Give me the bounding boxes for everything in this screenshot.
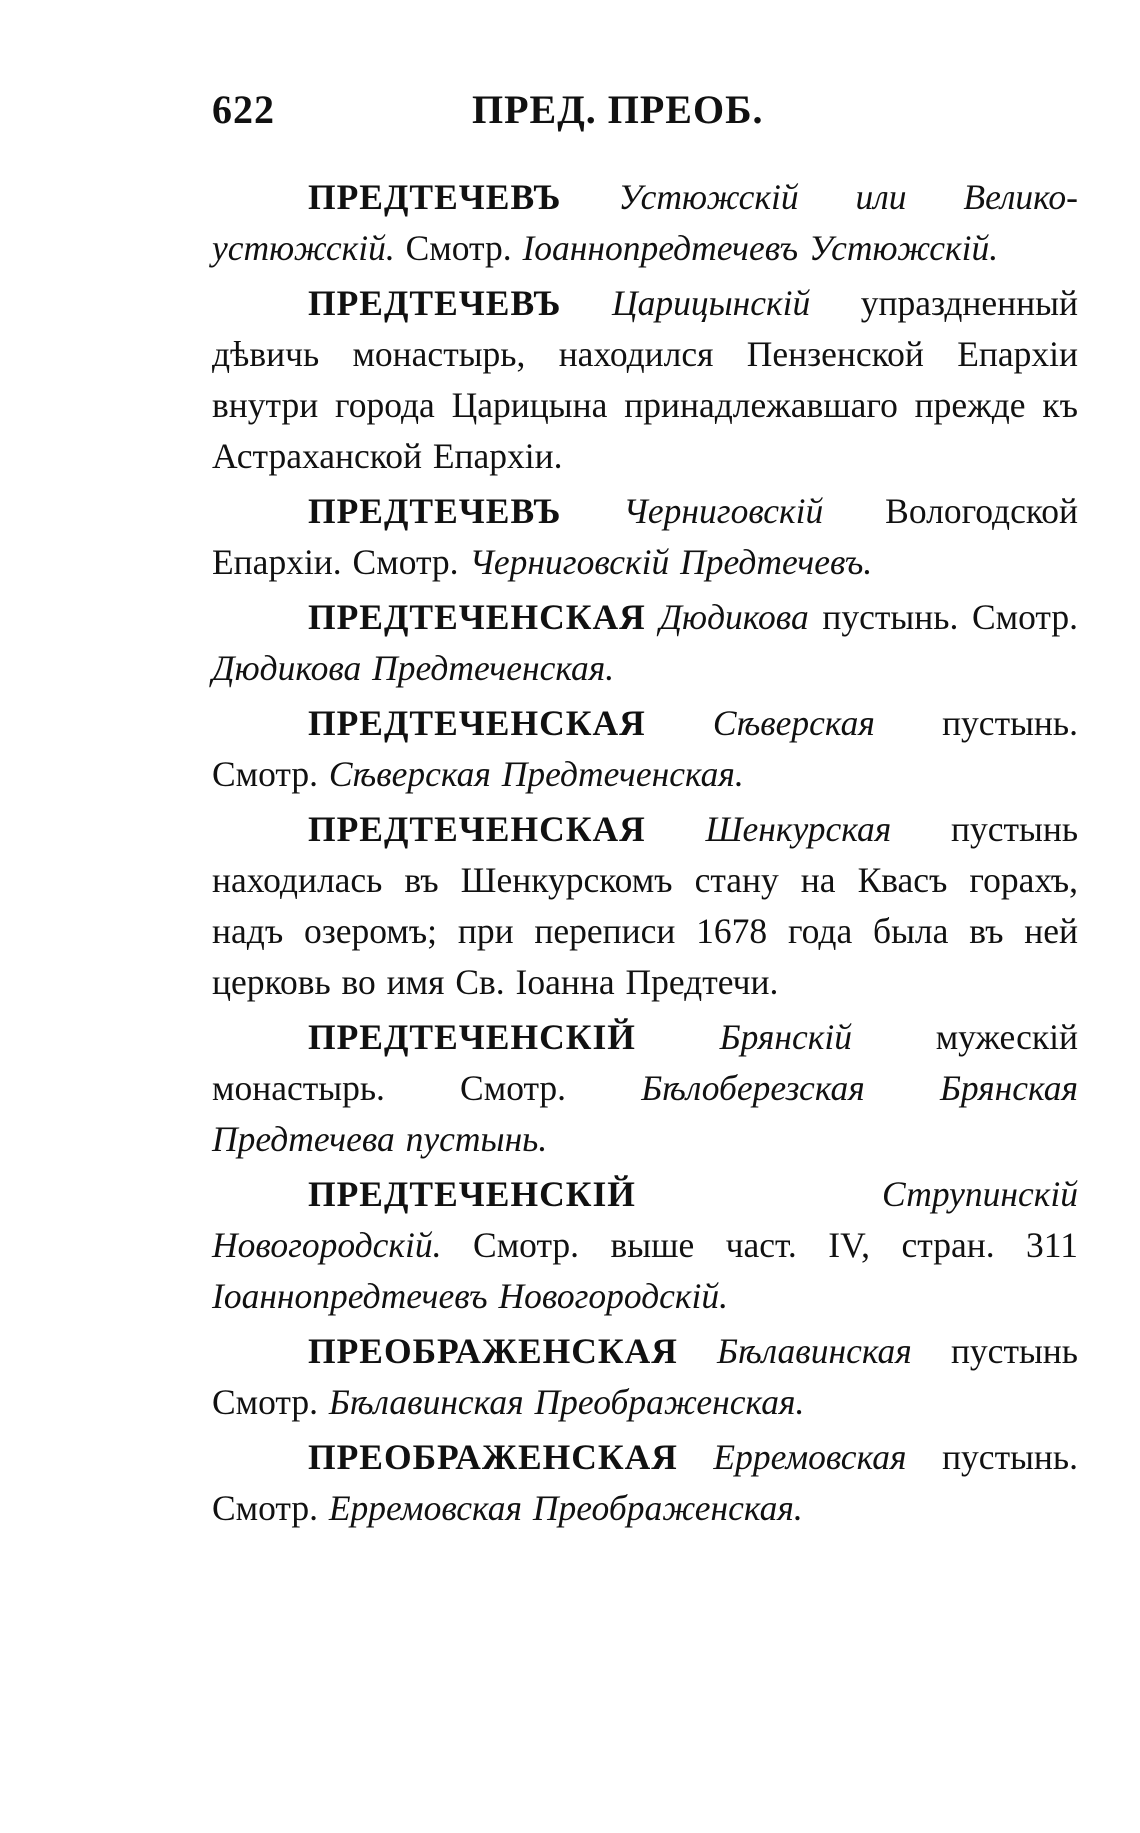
entry-headword: ПРЕДТЕЧЕНСКІЙ xyxy=(308,1174,636,1214)
entry-cross-reference: Іоаннопредтечевъ Устюжскій. xyxy=(522,228,999,268)
entry-name: Устюжскій или Велико-устюжскій. xyxy=(212,177,1078,268)
entry-cross-reference: Черниговскій Предтечевъ. xyxy=(469,542,873,582)
entry-name: Ерремовская xyxy=(713,1437,907,1477)
dictionary-entry xyxy=(212,1432,1078,1534)
entry-name: Царицынскій xyxy=(611,283,811,323)
dictionary-entry xyxy=(212,172,1078,274)
entry-text: упраздненный дѣвичь монастырь, находился Пензенской Епархіи внутри города Царицына принадлежавшаго прежде къ Астраханской Епархіи. xyxy=(212,283,1079,476)
dictionary-entries xyxy=(212,172,1078,1538)
entry-name: Бѣлавинская xyxy=(717,1331,912,1371)
entry-text: пустынь. Смотр. xyxy=(822,597,1079,637)
entry-text: Вологодской Епархіи. Смотр. xyxy=(212,491,1079,582)
entry-name: Шенкурская xyxy=(705,809,892,849)
entry-name: Черниговскій xyxy=(623,491,824,531)
book-page xyxy=(212,80,1079,1528)
entry-text: мужескій монастырь. Смотр. xyxy=(212,1017,1079,1108)
dictionary-entry xyxy=(212,278,1078,482)
dictionary-entry xyxy=(212,698,1078,800)
dictionary-entry xyxy=(212,804,1078,1008)
entry-cross-reference: Бѣлавинская Преображенская. xyxy=(328,1382,805,1422)
entry-headword: ПРЕОБРАЖЕНСКАЯ xyxy=(308,1437,678,1477)
entry-headword: ПРЕДТЕЧЕНСКАЯ xyxy=(308,809,646,849)
entry-headword: ПРЕДТЕЧЕВЪ xyxy=(308,283,562,323)
entry-text: пустынь. Смотр. xyxy=(212,1437,1078,1528)
entry-headword: ПРЕДТЕЧЕНСКАЯ xyxy=(308,597,646,637)
entry-cross-reference: Іоаннопредтечевъ Новогородскій. xyxy=(212,1276,729,1316)
entry-name: Струпинскій Новогородскій. xyxy=(212,1174,1078,1265)
entry-cross-reference: Ерремовская Преображенская. xyxy=(328,1488,803,1528)
entry-headword: ПРЕДТЕЧЕНСКІЙ xyxy=(308,1017,636,1057)
entry-name: Брянскій xyxy=(719,1017,852,1057)
entry-headword: ПРЕОБРАЖЕНСКАЯ xyxy=(308,1331,678,1371)
dictionary-entry xyxy=(212,1012,1078,1165)
running-head xyxy=(212,80,1078,150)
entry-headword: ПРЕДТЕЧЕНСКАЯ xyxy=(308,703,646,743)
entry-text: пустынь находилась въ Шенкурскомъ стану на Квасъ горахъ, надъ озеромъ; при переписи 1678 года была въ ней церковь во имя Св. Іоанна Предтечи. xyxy=(212,809,1079,1002)
dictionary-entry xyxy=(212,486,1078,588)
entry-text: Смотр. xyxy=(405,228,512,268)
dictionary-entry xyxy=(212,1326,1078,1428)
entry-cross-reference: Бѣлоберезская Брянская Предтечева пустынь. xyxy=(212,1068,1079,1159)
entry-headword: ПРЕДТЕЧЕВЪ xyxy=(308,491,562,531)
dictionary-entry xyxy=(212,1169,1078,1322)
entry-text: Смотр. выше част. IV, стран. 311 xyxy=(473,1225,1078,1265)
entry-text: пустынь. Смотр. xyxy=(212,703,1078,794)
page-number: 622 xyxy=(212,87,275,132)
entry-cross-reference: Дюдикова Предтеченская. xyxy=(212,648,615,688)
entry-name: Сѣверская xyxy=(712,703,875,743)
entry-headword: ПРЕДТЕЧЕВЪ xyxy=(308,177,562,217)
running-head-title: ПРЕД. ПРЕОБ. xyxy=(472,87,764,132)
entry-text: пустынь Смотр. xyxy=(212,1331,1078,1422)
dictionary-entry xyxy=(212,592,1078,694)
entry-name: Дюдикова xyxy=(659,597,809,637)
entry-cross-reference: Сѣверская Предтеченская. xyxy=(328,754,744,794)
